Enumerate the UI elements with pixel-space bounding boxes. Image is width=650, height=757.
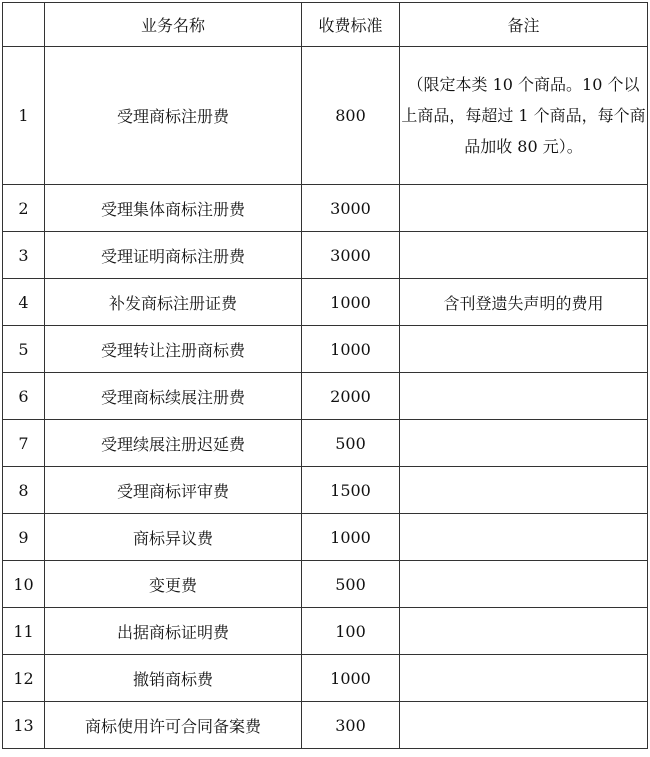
row-name: 受理集体商标注册费 xyxy=(45,185,302,232)
row-name: 受理证明商标注册费 xyxy=(45,232,302,279)
row-fee: 800 xyxy=(302,47,400,185)
row-index: 6 xyxy=(3,373,45,420)
row-note xyxy=(400,655,648,702)
table-row xyxy=(3,608,648,655)
row-note xyxy=(400,608,648,655)
table-row xyxy=(3,514,648,561)
header-name: 业务名称 xyxy=(45,3,302,47)
row-note xyxy=(400,326,648,373)
row-index: 2 xyxy=(3,185,45,232)
row-fee: 100 xyxy=(302,608,400,655)
row-fee: 1000 xyxy=(302,326,400,373)
row-index: 8 xyxy=(3,467,45,514)
row-fee: 3000 xyxy=(302,185,400,232)
table-row xyxy=(3,232,648,279)
table-row xyxy=(3,702,648,749)
trademark-fee-table xyxy=(2,2,648,749)
table-row xyxy=(3,561,648,608)
row-name: 受理转让注册商标费 xyxy=(45,326,302,373)
table-row xyxy=(3,655,648,702)
row-note xyxy=(400,467,648,514)
row-fee: 1000 xyxy=(302,655,400,702)
row-index: 1 xyxy=(3,47,45,185)
table-row xyxy=(3,279,648,326)
row-note xyxy=(400,185,648,232)
row-name: 商标异议费 xyxy=(45,514,302,561)
row-fee: 1500 xyxy=(302,467,400,514)
row-index: 11 xyxy=(3,608,45,655)
row-name: 商标使用许可合同备案费 xyxy=(45,702,302,749)
header-fee: 收费标准 xyxy=(302,3,400,47)
row-index: 7 xyxy=(3,420,45,467)
row-name: 受理商标注册费 xyxy=(45,47,302,185)
table-row xyxy=(3,467,648,514)
row-note: 含刊登遗失声明的费用 xyxy=(400,279,648,326)
row-note xyxy=(400,232,648,279)
row-name: 变更费 xyxy=(45,561,302,608)
table-row xyxy=(3,373,648,420)
row-index: 10 xyxy=(3,561,45,608)
row-name: 撤销商标费 xyxy=(45,655,302,702)
table-row xyxy=(3,420,648,467)
row-fee: 500 xyxy=(302,420,400,467)
row-index: 9 xyxy=(3,514,45,561)
row-index: 3 xyxy=(3,232,45,279)
row-name: 受理商标评审费 xyxy=(45,467,302,514)
row-fee: 1000 xyxy=(302,279,400,326)
row-name: 受理商标续展注册费 xyxy=(45,373,302,420)
row-note xyxy=(400,514,648,561)
table-row xyxy=(3,47,648,185)
row-index: 13 xyxy=(3,702,45,749)
row-note xyxy=(400,420,648,467)
table-header-row xyxy=(3,3,648,47)
table-row xyxy=(3,326,648,373)
row-name: 受理续展注册迟延费 xyxy=(45,420,302,467)
row-index: 4 xyxy=(3,279,45,326)
row-fee: 500 xyxy=(302,561,400,608)
row-name: 出据商标证明费 xyxy=(45,608,302,655)
row-fee: 3000 xyxy=(302,232,400,279)
row-name: 补发商标注册证费 xyxy=(45,279,302,326)
row-index: 12 xyxy=(3,655,45,702)
row-note xyxy=(400,702,648,749)
header-index xyxy=(3,3,45,47)
table-row xyxy=(3,185,648,232)
row-fee: 300 xyxy=(302,702,400,749)
row-fee: 1000 xyxy=(302,514,400,561)
row-note xyxy=(400,561,648,608)
row-note: （限定本类 10 个商品。10 个以上商品，每超过 1 个商品，每个商品加收 80 元）。 xyxy=(400,47,648,185)
header-note: 备注 xyxy=(400,3,648,47)
row-index: 5 xyxy=(3,326,45,373)
row-note xyxy=(400,373,648,420)
row-fee: 2000 xyxy=(302,373,400,420)
